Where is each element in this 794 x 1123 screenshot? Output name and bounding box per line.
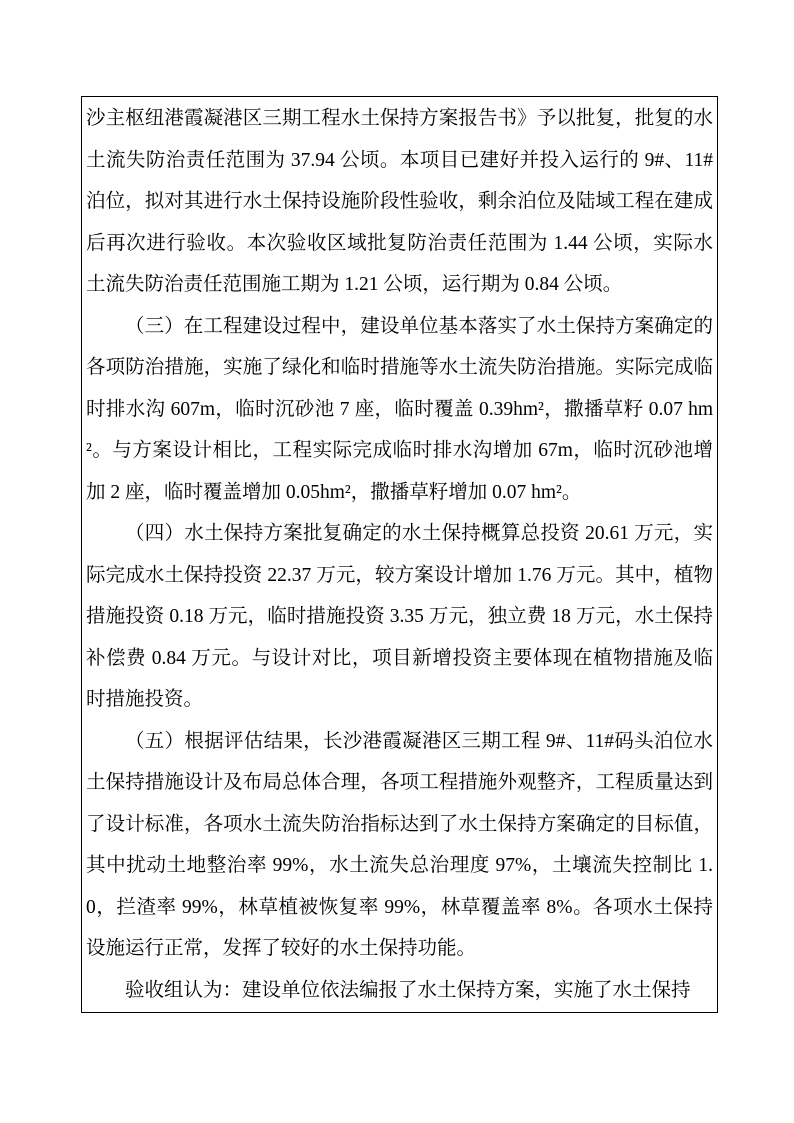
table-cell-border-box — [81, 96, 718, 1013]
paragraph-item-three: （三）在工程建设过程中，建设单位基本落实了水土保持方案确定的各项防治措施，实施了绿化和临时措施等水土流失防治措施。实际完成临时排水沟 607m，临时沉砂池 7 座，临时覆盖 0.39hm²，撒播草籽 0.07 hm²。与方案设计相比，工程实际完成临时排水沟增加 67m，临时沉砂池增加 2 座，临时覆盖增加 0.05hm²，撒播草籽增加 0.07 hm²。 — [86, 315, 713, 503]
paragraph-continuation: 沙主枢纽港霞凝港区三期工程水土保持方案报告书》予以批复，批复的水土流失防治责任范围为 37.94 公顷。本项目已建好并投入运行的 9#、11#泊位，拟对其进行水土保持设施阶段性验收，剩余泊位及陆域工程在建成后再次进行验收。本次验收区域批复防治责任范围为 1.44 公顷，实际水土流失防治责任范围施工期为 1.21 公顷，运行期为 0.84 公顷。 — [86, 108, 713, 295]
paragraph-item-four: （四）水土保持方案批复确定的水土保持概算总投资 20.61 万元，实际完成水土保持投资 22.37 万元，较方案设计增加 1.76 万元。其中，植物措施投资 0.18 万元，临时措施投资 3.35 万元，独立费 18 万元，水土保持补偿费 0.84 万元。与设计对比，项目新增投资主要体现在植物措施及临时措施投资。 — [86, 523, 713, 710]
paragraph-item-five: （五）根据评估结果，长沙港霞凝港区三期工程 9#、11#码头泊位水土保持措施设计及布局总体合理，各项工程措施外观整齐，工程质量达到了设计标准，各项水土流失防治指标达到了水土保持方案确定的目标值，其中扰动土地整治率 99%，水土流失总治理度 97%，土壤流失控制比 1.0，拦渣率 99%，林草植被恢复率 99%，林草覆盖率 8%。各项水土保持设施运行正常，发挥了较好的水土保持功能。 — [86, 730, 713, 959]
paragraph-conclusion-opening: 验收组认为：建设单位依法编报了水土保持方案，实施了水土保持 — [125, 979, 691, 1001]
